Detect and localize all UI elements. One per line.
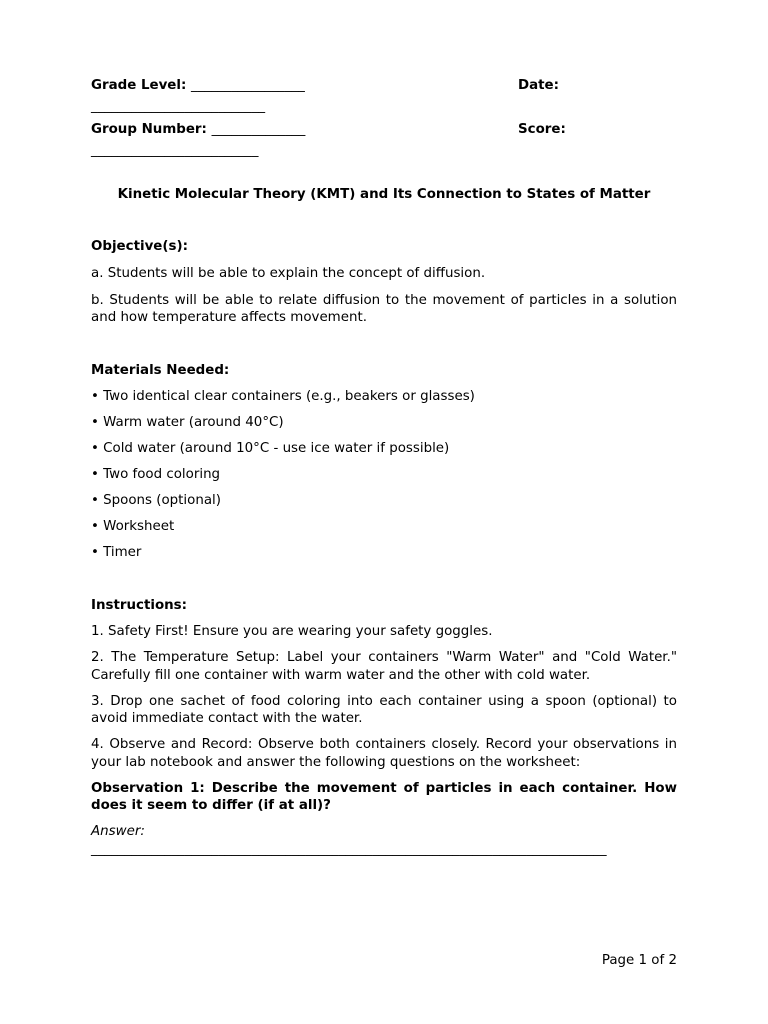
grade-level-blank: _________________ (191, 78, 305, 93)
date-label: Date: (518, 78, 559, 93)
instruction-step: 4. Observe and Record: Observe both containers closely. Record your observations in your lab notebook and answer the following questions on the worksheet: (91, 737, 677, 770)
answer-line: _____________________________________________________________________________ (91, 841, 607, 857)
header-row-group (91, 119, 677, 141)
worksheet-content (91, 75, 677, 858)
instruction-step: 2. The Temperature Setup: Label your containers "Warm Water" and "Cold Water." Carefully fill one container with warm water and the other with cold water. (91, 650, 677, 683)
grade-level-label: Grade Level: (91, 78, 187, 93)
instructions-heading: Instructions: (91, 597, 188, 613)
material-item: • Warm water (around 40°C) (91, 415, 284, 430)
objective-item: b. Students will be able to relate diffusion to the movement of particles in a solution and how temperature affects movement. (91, 292, 677, 325)
instruction-step: 1. Safety First! Ensure you are wearing your safety goggles. (91, 624, 493, 639)
group-number-blank: ______________ (211, 122, 306, 137)
observation-question: Observation 1: Describe the movement of particles in each container. How does it seem to differ (if at all)? (91, 780, 677, 813)
group-number-label: Group Number: (91, 122, 207, 137)
page-number: Page 1 of 2 (601, 953, 677, 968)
answer-label: Answer: (91, 824, 145, 839)
material-item: • Worksheet (91, 519, 175, 534)
materials-heading: Materials Needed: (91, 362, 230, 378)
objectives-heading: Objective(s): (91, 239, 188, 254)
score-label: Score: (518, 122, 566, 137)
page-title: Kinetic Molecular Theory (KMT) and Its Connection to States of Matter (117, 187, 651, 202)
material-item: • Timer (91, 545, 142, 560)
material-item: • Cold water (around 10°C - use ice water if possible) (91, 441, 450, 456)
header-row-grade (91, 75, 677, 97)
date-blank: __________________________ (91, 99, 266, 114)
material-item: • Spoons (optional) (91, 493, 221, 508)
objective-item: a. Students will be able to explain the concept of diffusion. (91, 266, 486, 281)
material-item: • Two identical clear containers (e.g., beakers or glasses) (91, 389, 475, 404)
material-item: • Two food coloring (91, 467, 221, 482)
instruction-step: 3. Drop one sachet of food coloring into each container using a spoon (optional) to avoid immediate contact with the water. (91, 693, 677, 726)
score-blank: _________________________ (91, 143, 259, 158)
